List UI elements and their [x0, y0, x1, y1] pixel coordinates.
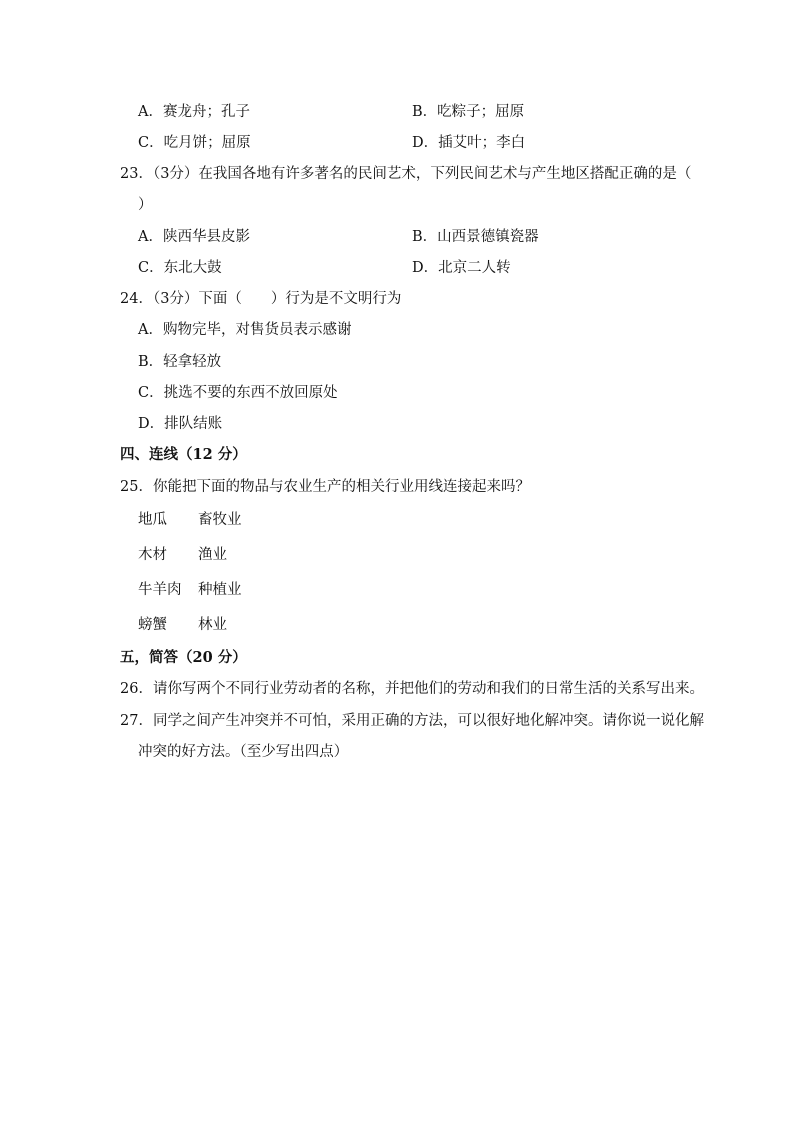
section-4-heading: 四、连线（12 分） — [120, 446, 247, 463]
q25-item-2: 木材 — [138, 547, 167, 563]
q23-option-d: D．北京二人转 — [412, 260, 511, 276]
q25-industry-4: 林业 — [198, 617, 227, 633]
q22-option-c: C．吃月饼；屈原 — [138, 135, 251, 151]
q24-option-d: D．排队结账 — [138, 416, 223, 432]
q23-stem: 23．（3分）在我国各地有许多著名的民间艺术，下列民间艺术与产生地区搭配正确的是（ — [120, 166, 692, 182]
q25-industry-3: 种植业 — [198, 582, 242, 598]
q23-option-b: B．山西景德镇瓷器 — [412, 229, 539, 245]
section-5-heading: 五，简答（20 分） — [120, 649, 247, 666]
q22-option-d: D．插艾叶；李白 — [412, 135, 526, 151]
q25-item-4: 螃蟹 — [138, 617, 167, 633]
q24-stem: 24．（3分）下面（ ）行为是不文明行为 — [120, 291, 402, 307]
q24-option-c: C．挑选不要的东西不放回原处 — [138, 385, 338, 401]
q27-stem: 27．同学之间产生冲突并不可怕，采用正确的方法，可以很好地化解冲突。请你说一说化解 — [120, 713, 704, 729]
q24-option-b: B．轻拿轻放 — [138, 354, 222, 370]
q27-stem-cont: 冲突的好方法。（至少写出四点） — [138, 744, 349, 760]
q23-option-a: A．陕西华县皮影 — [138, 229, 250, 245]
q25-item-1: 地瓜 — [138, 512, 167, 528]
q23-stem-cont: ） — [138, 197, 153, 213]
q25-stem: 25．你能把下面的物品与农业生产的相关行业用线连接起来吗？ — [120, 479, 530, 495]
q26-stem: 26．请你写两个不同行业劳动者的名称，并把他们的劳动和我们的日常生活的关系写出来。 — [120, 681, 704, 697]
q23-option-c: C．东北大鼓 — [138, 260, 222, 276]
q22-option-b: B．吃粽子；屈原 — [412, 104, 525, 120]
q25-industry-2: 渔业 — [198, 547, 227, 563]
q24-option-a: A．购物完毕，对售货员表示感谢 — [138, 322, 352, 338]
q25-industry-1: 畜牧业 — [198, 512, 242, 528]
q22-option-a: A．赛龙舟；孔子 — [138, 104, 250, 120]
q25-item-3: 牛羊肉 — [138, 582, 182, 598]
